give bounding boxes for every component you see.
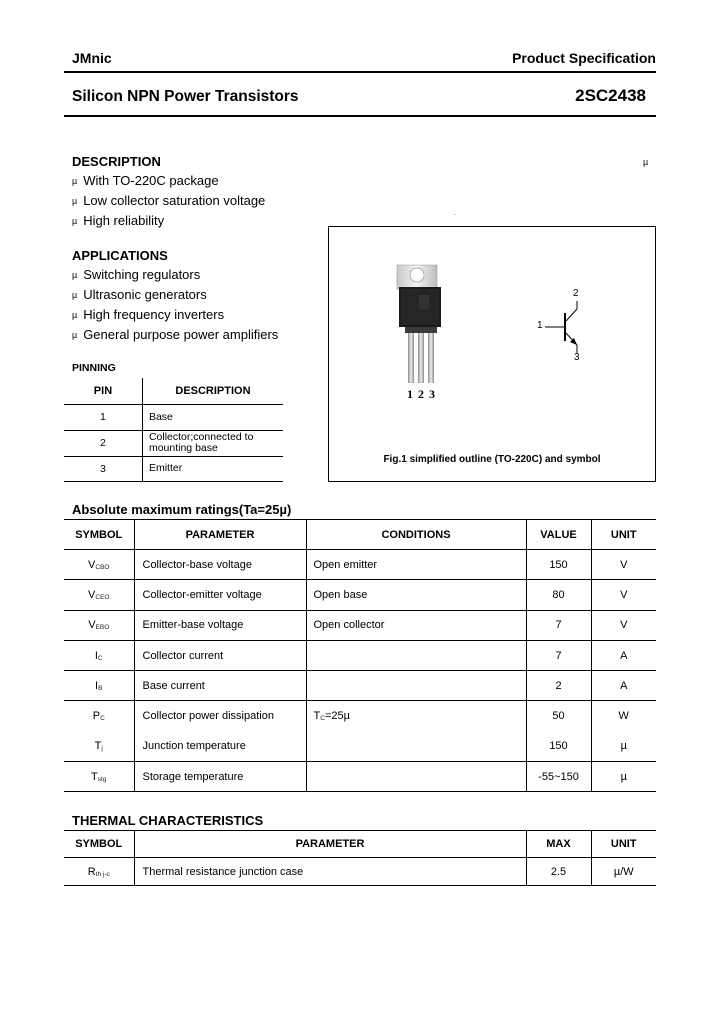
bullet-marker: µ bbox=[72, 330, 78, 340]
bullet-marker: µ bbox=[72, 270, 78, 280]
pin-description: Emitter bbox=[142, 456, 283, 481]
symbol-column-header: SYMBOL bbox=[64, 520, 134, 550]
pinning-table bbox=[64, 378, 283, 482]
thermal-parameter: Thermal resistance junction case bbox=[134, 858, 526, 886]
abs-max-table bbox=[64, 519, 656, 792]
symbol-cell: VCEO bbox=[64, 580, 134, 610]
pin-description: Collector;connected to mounting base bbox=[142, 430, 283, 456]
application-item bbox=[72, 305, 278, 325]
bullet-marker: µ bbox=[72, 176, 78, 186]
applications-heading: APPLICATIONS bbox=[72, 248, 168, 263]
unit-cell: W bbox=[618, 710, 629, 723]
abs-max-heading: Absolute maximum ratings(Ta=25µ) bbox=[72, 502, 292, 517]
symbol-cell: Tstg bbox=[64, 762, 134, 792]
unit-cell: V bbox=[591, 550, 656, 580]
table-row bbox=[64, 671, 656, 701]
value-cell: 150 bbox=[526, 550, 591, 580]
parameter-cell: Collector current bbox=[134, 640, 306, 670]
pin-description: Base bbox=[142, 404, 283, 430]
thermal-max: 2.5 bbox=[526, 858, 591, 886]
package-pin-labels: 1 2 3 bbox=[407, 387, 435, 401]
unit-cell: A bbox=[591, 671, 656, 701]
conditions-cell bbox=[306, 640, 526, 670]
conditions-cell: Open collector bbox=[306, 610, 526, 640]
parameter-column-header: PARAMETER bbox=[134, 520, 306, 550]
parameter-column-header: PARAMETER bbox=[134, 831, 526, 858]
symbol-cell: IB bbox=[64, 671, 134, 701]
value-cell: 7 bbox=[526, 610, 591, 640]
application-item bbox=[72, 285, 278, 305]
header-rule-bottom bbox=[64, 115, 656, 117]
value-cell: 80 bbox=[526, 580, 591, 610]
conditions-cell bbox=[306, 731, 526, 761]
unit-cell: µ bbox=[591, 731, 656, 761]
description-item-text: Low collector saturation voltage bbox=[83, 193, 266, 208]
description-item-text: With TO-220C package bbox=[83, 173, 219, 188]
description-heading: DESCRIPTION bbox=[72, 154, 161, 169]
parameter-cell: Junction temperature bbox=[134, 731, 306, 761]
symbol-cell: Tj bbox=[64, 731, 134, 761]
table-row bbox=[64, 640, 656, 670]
unit-cell: V bbox=[591, 580, 656, 610]
application-item-text: Switching regulators bbox=[83, 267, 201, 282]
value-column-header: VALUE bbox=[526, 520, 591, 550]
table-row bbox=[64, 731, 656, 761]
conditions-cell: Open base bbox=[306, 580, 526, 610]
table-row bbox=[64, 430, 283, 456]
figure-caption: Fig.1 simplified outline (TO-220C) and symbol bbox=[383, 454, 601, 465]
parameter-cell: Base current bbox=[134, 671, 306, 701]
application-item-text: Ultrasonic generators bbox=[83, 287, 207, 302]
pin-number: 2 bbox=[64, 430, 142, 456]
pin-number: 1 bbox=[64, 404, 142, 430]
conditions-cell bbox=[306, 762, 526, 792]
description-list bbox=[72, 171, 265, 231]
value-cell: 50 bbox=[526, 701, 591, 731]
application-item-text: High frequency inverters bbox=[83, 307, 225, 322]
part-number: 2SC2438 bbox=[575, 86, 646, 105]
document-title: Silicon NPN Power Transistors bbox=[72, 88, 299, 105]
value-cell: -55~150 bbox=[526, 762, 591, 792]
application-item bbox=[72, 325, 278, 345]
thermal-table bbox=[64, 830, 656, 886]
unit-column-header: UNIT bbox=[591, 831, 656, 858]
description-item bbox=[72, 191, 265, 211]
symbol-cell: VCBO bbox=[64, 550, 134, 580]
description-item bbox=[72, 171, 265, 191]
spec-label: Product Specification bbox=[512, 50, 656, 66]
conditions-cell: TC=25µ bbox=[306, 701, 526, 731]
figure-box bbox=[328, 226, 656, 482]
value-cell: 150 bbox=[526, 731, 591, 761]
parameter-cell: Emitter-base voltage bbox=[134, 610, 306, 640]
bullet-marker: µ bbox=[72, 216, 78, 226]
package-outline-image bbox=[329, 227, 655, 481]
thermal-unit: µ/W bbox=[591, 858, 656, 886]
parameter-cell: Collector power dissipation bbox=[134, 701, 306, 731]
application-item bbox=[72, 265, 278, 285]
unit-cell: A bbox=[591, 640, 656, 670]
table-row bbox=[64, 456, 283, 481]
table-row bbox=[64, 404, 283, 430]
symbol-pin-emitter: 3 bbox=[574, 352, 580, 363]
unit-cell: V bbox=[591, 610, 656, 640]
bullet-marker: µ bbox=[72, 290, 78, 300]
pinning-heading: PINNING bbox=[72, 362, 116, 374]
table-row bbox=[64, 858, 656, 886]
parameter-cell: Collector-base voltage bbox=[134, 550, 306, 580]
brand-name: JMnic bbox=[72, 50, 112, 66]
table-row bbox=[64, 550, 656, 580]
table-row bbox=[64, 701, 656, 731]
unit-cell: µ bbox=[591, 762, 656, 792]
symbol-column-header: SYMBOL bbox=[64, 831, 134, 858]
table-row bbox=[64, 580, 656, 610]
parameter-cell: Collector-emitter voltage bbox=[134, 580, 306, 610]
symbol-pin-collector: 2 bbox=[573, 288, 579, 299]
conditions-cell: Open emitter bbox=[306, 550, 526, 580]
bullet-marker: µ bbox=[72, 196, 78, 206]
thermal-symbol: Rth j-c bbox=[64, 858, 134, 886]
table-row bbox=[64, 762, 656, 792]
conditions-cell bbox=[306, 671, 526, 701]
conditions-column-header: CONDITIONS bbox=[306, 520, 526, 550]
header-rule-top bbox=[64, 71, 656, 73]
applications-list bbox=[72, 265, 278, 345]
thermal-heading: THERMAL CHARACTERISTICS bbox=[72, 813, 264, 828]
parameter-cell: Storage temperature bbox=[134, 762, 306, 792]
symbol-cell: PC bbox=[64, 701, 134, 731]
pin-column-header: PIN bbox=[64, 378, 142, 404]
pin-number: 3 bbox=[64, 456, 142, 481]
bullet-marker: µ bbox=[643, 157, 649, 167]
value-cell: 2 bbox=[526, 671, 591, 701]
description-item-text: High reliability bbox=[83, 213, 165, 228]
max-column-header: MAX bbox=[526, 831, 591, 858]
bullet-marker: µ bbox=[72, 310, 78, 320]
unit-column-header: UNIT bbox=[591, 520, 656, 550]
application-item-text: General purpose power amplifiers bbox=[83, 327, 279, 342]
description-item bbox=[72, 211, 265, 231]
symbol-cell: VEBO bbox=[64, 610, 134, 640]
table-row bbox=[64, 610, 656, 640]
stray-mark: . bbox=[454, 211, 456, 217]
description-column-header: DESCRIPTION bbox=[142, 378, 283, 404]
symbol-pin-base: 1 bbox=[537, 320, 543, 331]
value-cell: 7 bbox=[526, 640, 591, 670]
symbol-cell: IC bbox=[64, 640, 134, 670]
